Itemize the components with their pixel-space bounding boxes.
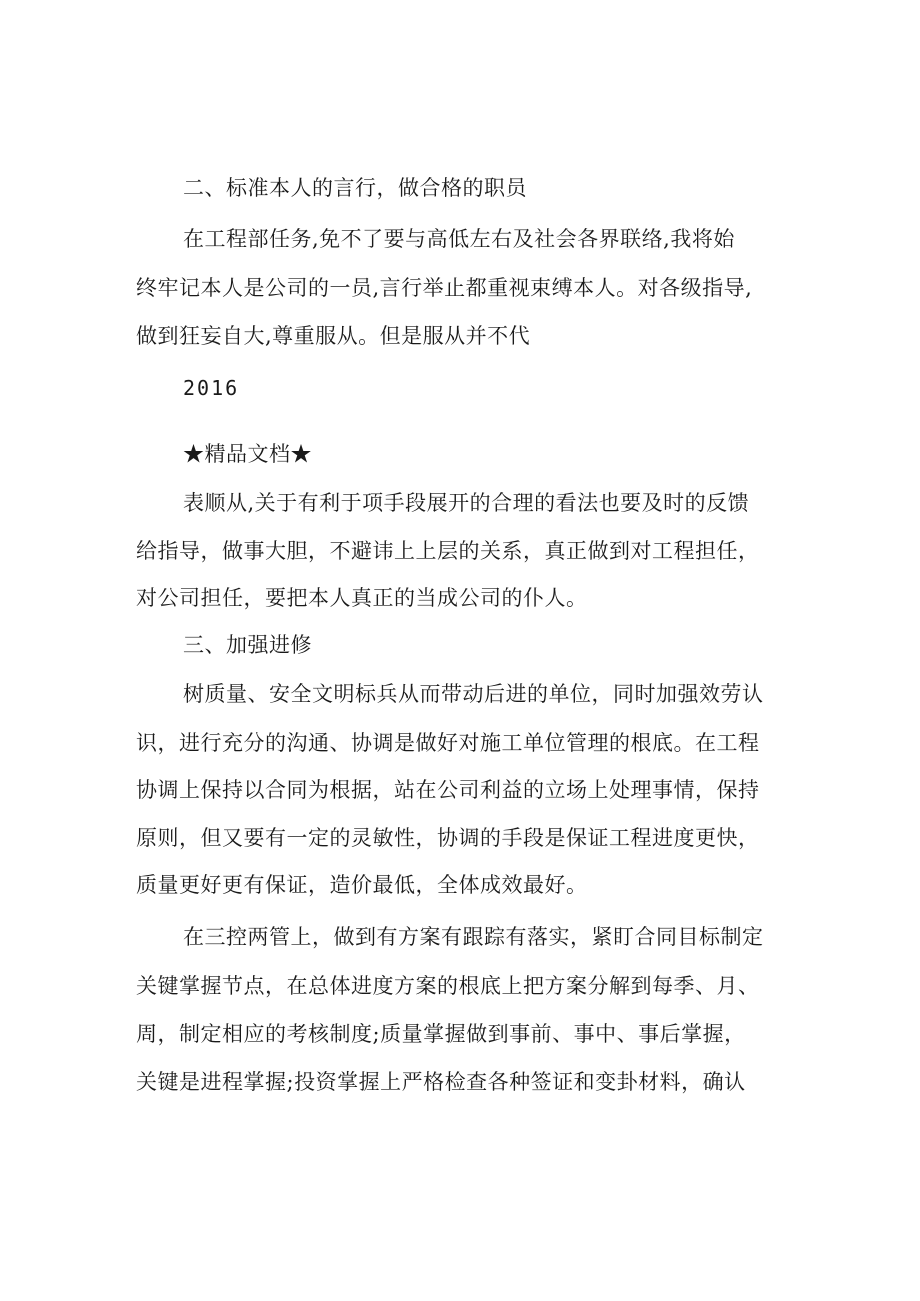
paragraph-line: 对公司担任，要把本人真正的当成公司的仆人。	[136, 586, 588, 610]
year-label: 2016	[183, 376, 240, 400]
paragraph-line: 在三控两管上，做到有方案有跟踪有落实，紧盯合同目标制定	[183, 925, 764, 949]
watermark-label: ★精品文档★	[183, 442, 312, 466]
paragraph-line: 做到狂妄自大,尊重服从。但是服从并不代	[136, 324, 531, 348]
paragraph-line: 树质量、安全文明标兵从而带动后进的单位，同时加强效劳认	[183, 682, 764, 706]
paragraph-line: 原则，但又要有一定的灵敏性，协调的手段是保证工程进度更快，	[136, 826, 760, 850]
paragraph-line: 协调上保持以合同为根据，站在公司利益的立场上处理事情，保持	[136, 778, 760, 802]
paragraph-line: 识，进行充分的沟通、协调是做好对施工单位管理的根底。在工程	[136, 731, 760, 755]
section-heading-2: 二、标准本人的言行，做合格的职员	[183, 176, 527, 200]
paragraph-line: 周，制定相应的考核制度;质量掌握做到事前、事中、事后掌握，	[136, 1022, 746, 1046]
paragraph-line: 给指导，做事大胆，不避讳上上层的关系，真正做到对工程担任，	[136, 539, 760, 563]
paragraph-line: 在工程部任务,免不了要与高低左右及社会各界联络,我将始	[183, 227, 735, 251]
paragraph-line: 质量更好更有保证，造价最低，全体成效最好。	[136, 873, 588, 897]
paragraph-line: 终牢记本人是公司的一员,言行举止都重视束缚本人。对各级指导,	[136, 276, 753, 300]
section-heading-3: 三、加强进修	[183, 633, 312, 657]
paragraph-line: 关键是进程掌握;投资掌握上严格检查各种签证和变卦材料，确认	[136, 1070, 746, 1094]
paragraph-line: 关键掌握节点，在总体进度方案的根底上把方案分解到每季、月、	[136, 974, 760, 998]
paragraph-line: 表顺从,关于有利于项手段展开的合理的看法也要及时的反馈	[183, 491, 750, 515]
